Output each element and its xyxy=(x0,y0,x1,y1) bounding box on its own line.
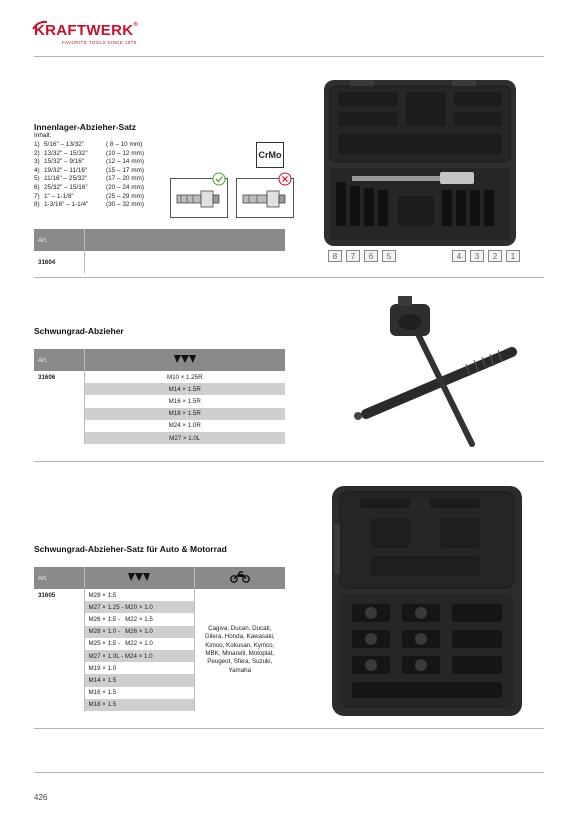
section3-table xyxy=(34,567,285,711)
thread-size: M27 × 1.0L - M24 × 1.0 xyxy=(84,650,194,662)
art-number: 31605 xyxy=(34,589,84,601)
list-item: 5) 11/16" – 25/32" (17 – 20 mm) xyxy=(34,175,145,183)
section2-table xyxy=(34,349,285,444)
bearing-puller-case-photo xyxy=(322,78,518,248)
flywheel-puller-set-case-photo xyxy=(330,484,524,718)
thread-size: M24 × 1.0R xyxy=(168,422,201,430)
material-badge: CrMo xyxy=(256,142,284,168)
part-number-label: 7 xyxy=(346,250,360,262)
thread-size: M10 × 1.25R xyxy=(166,373,203,381)
list-item: 4) 19/32" – 11/16" (15 – 17 mm) xyxy=(34,166,145,174)
table-row xyxy=(34,251,285,273)
part-number-label: 1 xyxy=(506,250,520,262)
art-header: Art. xyxy=(34,567,84,589)
section2-title: Schwungrad-Abzieher xyxy=(34,326,124,336)
table-row xyxy=(34,420,285,432)
thread-size: M16 × 1.5 xyxy=(84,687,194,699)
thread-size: M28 × 1.5 xyxy=(84,589,194,601)
divider xyxy=(34,772,544,773)
table-row xyxy=(34,589,285,601)
brand-name: KRAFTWERK® xyxy=(34,22,139,39)
thread-size: M26 × 1.5 - M22 × 1.5 xyxy=(84,613,194,625)
cross-circle-icon xyxy=(278,172,292,186)
brand-logo xyxy=(34,22,154,50)
check-circle-icon xyxy=(212,172,226,186)
section1-inhalt: Inhalt: xyxy=(34,132,52,139)
section1-table xyxy=(34,229,285,273)
part-number-label: 5 xyxy=(382,250,396,262)
thread-size: M19 × 1.0 xyxy=(84,662,194,674)
part-number-label: 4 xyxy=(452,250,466,262)
table-row xyxy=(34,408,285,420)
part-numbers-left xyxy=(328,250,396,262)
list-item: 1) 5/16" – 13/32" ( 8 – 10 mm) xyxy=(34,141,143,148)
logo-swoosh-icon xyxy=(32,20,48,30)
part-numbers-right xyxy=(452,250,520,262)
table-header-row xyxy=(34,349,285,371)
list-item: 2) 13/32" – 15/32" (10 – 12 mm) xyxy=(34,149,145,157)
list-item: 7) 1" – 1-1/8" (25 – 29 mm) xyxy=(34,192,145,200)
page-number: 426 xyxy=(34,793,48,802)
divider xyxy=(34,728,544,729)
table-header-row xyxy=(34,229,285,251)
part-number-label: 2 xyxy=(488,250,502,262)
section3-title: Schwungrad-Abzieher-Satz für Auto & Motorrad xyxy=(34,544,227,554)
section1-title: Innenlager-Abzieher-Satz xyxy=(34,122,137,132)
thread-profile-icon xyxy=(174,355,196,363)
art-header: Art. xyxy=(34,349,84,371)
table-header-row xyxy=(34,567,285,589)
table-row xyxy=(34,395,285,407)
thread-profile-icon xyxy=(128,573,150,581)
table-row xyxy=(34,383,285,395)
thread-size: M14 × 1.5R xyxy=(84,383,285,395)
part-number-label: 8 xyxy=(328,250,342,262)
art-number: 31604 xyxy=(34,251,84,273)
thread-size: M25 × 1.5 - M22 × 1.0 xyxy=(84,638,194,650)
list-item: 3) 15/32" – 9/16" (12 – 14 mm) xyxy=(34,158,145,166)
list-item: 8) 1-3/16" – 1-1/4" (30 – 32 mm) xyxy=(34,201,145,209)
thread-size: M18 × 1.5 xyxy=(84,699,194,711)
art-header: Art. xyxy=(34,229,84,251)
art-number: 31606 xyxy=(34,371,84,383)
section1-contents-list xyxy=(34,141,144,210)
list-item: 6) 25/32" – 15/16" (20 – 24 mm) xyxy=(34,183,145,191)
thread-size: M27 × 1.25 - M20 × 1.0 xyxy=(84,601,194,613)
thread-size: M27 × 1.0L xyxy=(84,432,285,444)
thread-size: M14 × 1.5 xyxy=(84,674,194,686)
thread-size: M18 × 1.5R xyxy=(84,408,285,420)
flywheel-puller-photo xyxy=(346,292,522,452)
table-row xyxy=(34,371,285,383)
divider xyxy=(34,461,544,462)
part-number-label: 6 xyxy=(364,250,378,262)
part-number-label: 3 xyxy=(470,250,484,262)
divider xyxy=(34,56,544,57)
thread-size: M16 × 1.5R xyxy=(168,397,201,405)
thread-size: M28 × 1.0 - M26 × 1.0 xyxy=(84,626,194,638)
motorcycle-icon xyxy=(230,571,250,583)
brand-tagline: FAVORITE TOOLS SINCE 1979 xyxy=(62,40,137,45)
table-row xyxy=(34,432,285,444)
compatible-brands: Cagiva, Ducan, Ducati, Gilera, Honda, Kawasaki, Kimoo, Kokusan, Kymco, MBK, Minarelli, Motoplat, Peugeot, Sfera, Suzuki, Yamaha xyxy=(194,589,285,711)
divider xyxy=(34,277,544,278)
